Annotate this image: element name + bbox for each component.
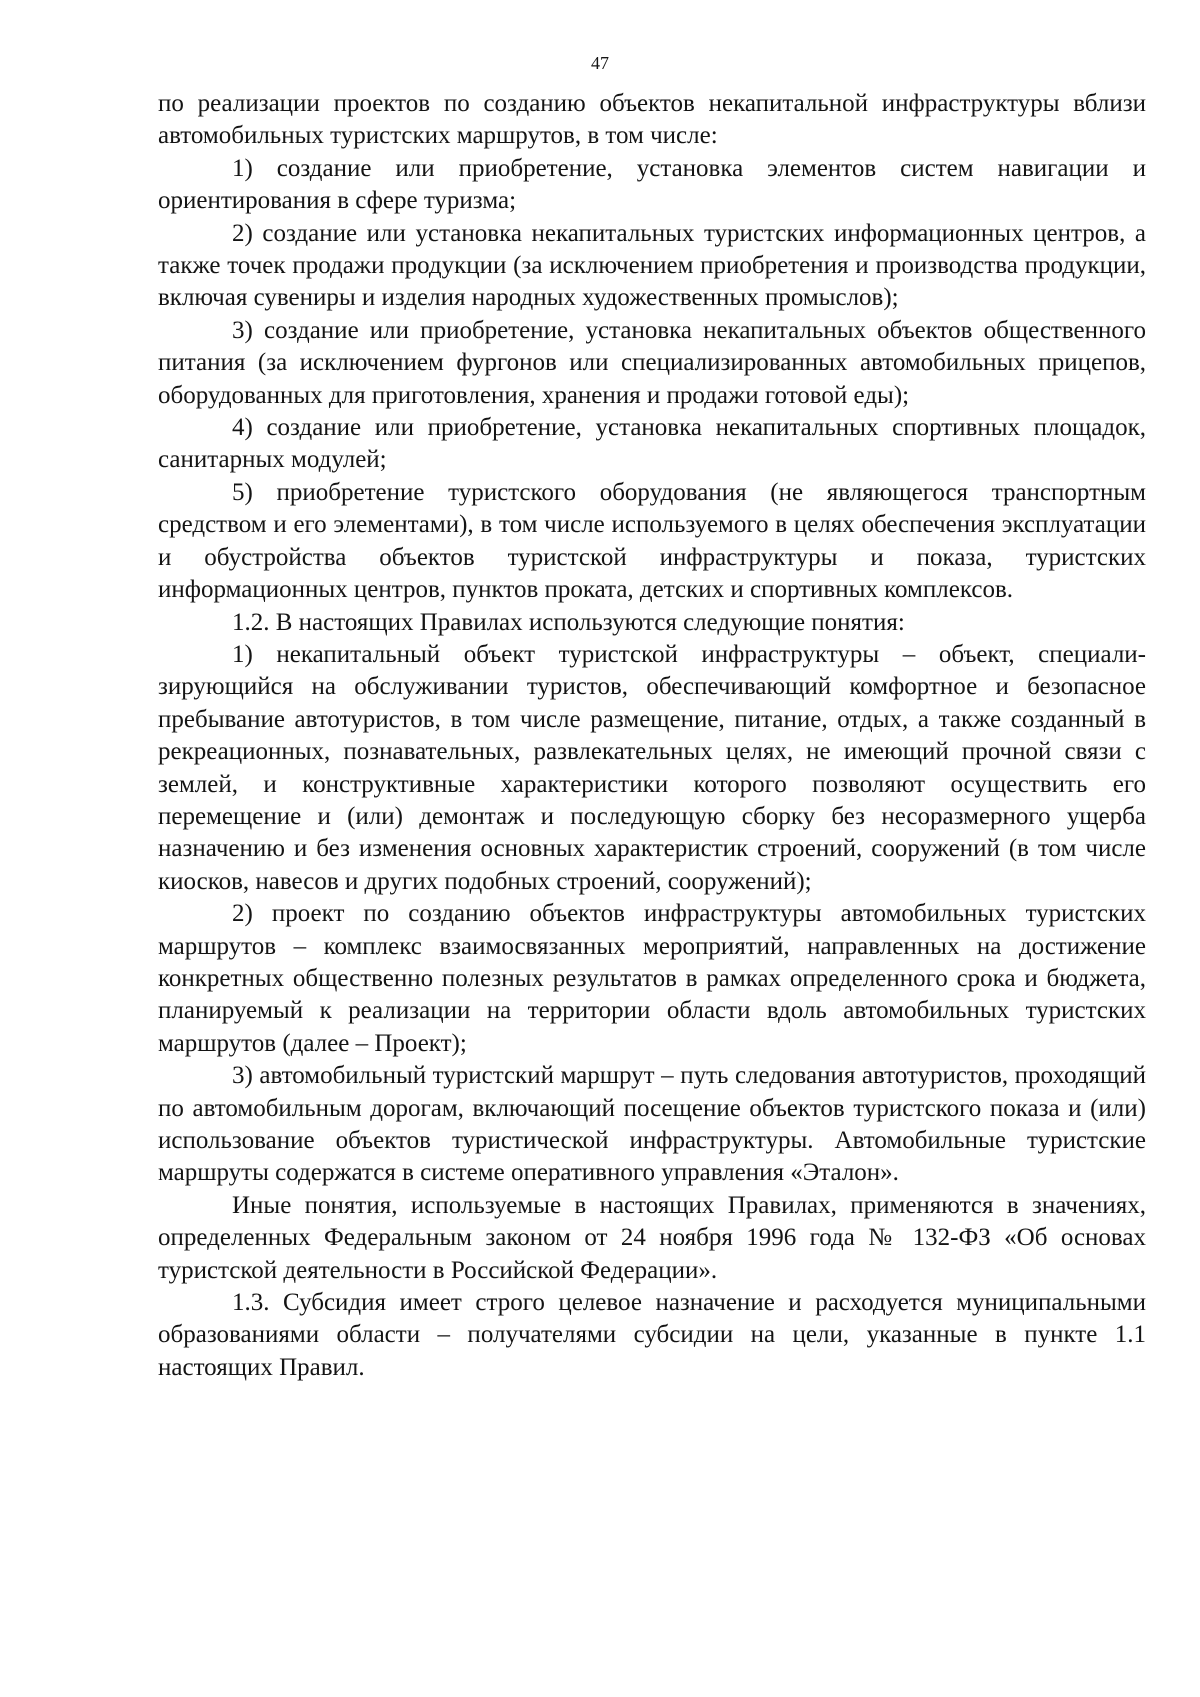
page-number: 47 xyxy=(591,53,609,73)
paragraph-item-4-sport-grounds: 4) создание или приобретение, установка некапитальных спортивных площадок, санитарных модулей; xyxy=(158,414,1146,474)
paragraph-item-5-equipment: 5) приобретение туристского оборудования (не являющегося транспортным средством и его элементами), в том числе используемого в целях обеспечения эксплуатации и обустройства объектов туристской инфраструктуры и показа, туристских информационных центров, пунктов проката, детских и спортивных комплексов. xyxy=(158,478,1146,604)
paragraph-definition-1: 1) некапитальный объект туристской инфраструктуры – объект, специализирующийся на обслуживании туристов, обеспечивающий комфортное и безопасное пребывание автотуристов, в том числе размещение, питание, отдых, а также созданный в рекреационных, познавательных, развлекательных целях, не имеющий прочной связи с землей, и конструктивные характеристики которого позволяют осуществить его перемещение и (или) демонтаж и последующую сборку без несоразмерного ущерба назначению и без изменения основных характеристик строений, сооружений (в том числе киосков, навесов и других подобных строений, сооружений); xyxy=(158,640,1146,895)
paragraph-intro-continuation: по реализации проектов по созданию объектов некапитальной инфраструктуры вблизи автомобильных туристских маршрутов, в том числе: xyxy=(158,90,1146,150)
paragraph-definition-3: 3) автомобильный туристский маршрут – путь следования автотуристов, проходящий по автомобильным дорогам, включающий посещение объектов туристского показа и (или) использование объектов туристической инфраструктуры. Автомобильные туристские маршруты содержатся в системе оперативного управления «Эталон». xyxy=(158,1062,1146,1187)
paragraph-section-1-2: 1.2. В настоящих Правилах используются следующие понятия: xyxy=(232,608,905,636)
paragraph-definition-2: 2) проект по созданию объектов инфраструктуры автомобильных туристских маршрутов – комплекс взаимосвязанных мероприятий, направленных на достижение конкретных общественно полезных результатов в рамках определенного срока и бюджета, планируемый к реализации на территории области вдоль автомобильных туристских маршрутов (далее – Проект); xyxy=(158,900,1146,1057)
document-body xyxy=(158,88,1146,1384)
paragraph-item-3-catering: 3) создание или приобретение, установка некапитальных объектов общественного питания (за исключением фургонов или специализированных автомобильных прицепов, оборудованных для приготовления, хранения и продажи готовой еды); xyxy=(158,316,1146,409)
paragraph-section-1-3: 1.3. Субсидия имеет строго целевое назначение и расходуется муниципальными образованиями области – получателями субсидии на цели, указанные в пункте 1.1 настоящих Правил. xyxy=(158,1289,1146,1381)
paragraph-item-1-navigation: 1) создание или приобретение, установка элементов систем навигации и ориентирования в сфере туризма; xyxy=(158,154,1146,215)
paragraph-other-concepts: Иные понятия, используемые в настоящих Правилах, применяются в значениях, определенных Федеральным законом от 24 ноября 1996 года № 132-ФЗ «Об основах туристской деятельности в Российской Федерации». xyxy=(158,1191,1146,1284)
paragraph-item-2-info-centers: 2) создание или установка некапитальных туристских информационных центров, а также точек продажи продукции (за исключением приобретения и производства продукции, включая сувениры и изделия народных художественных промыслов); xyxy=(158,219,1146,312)
